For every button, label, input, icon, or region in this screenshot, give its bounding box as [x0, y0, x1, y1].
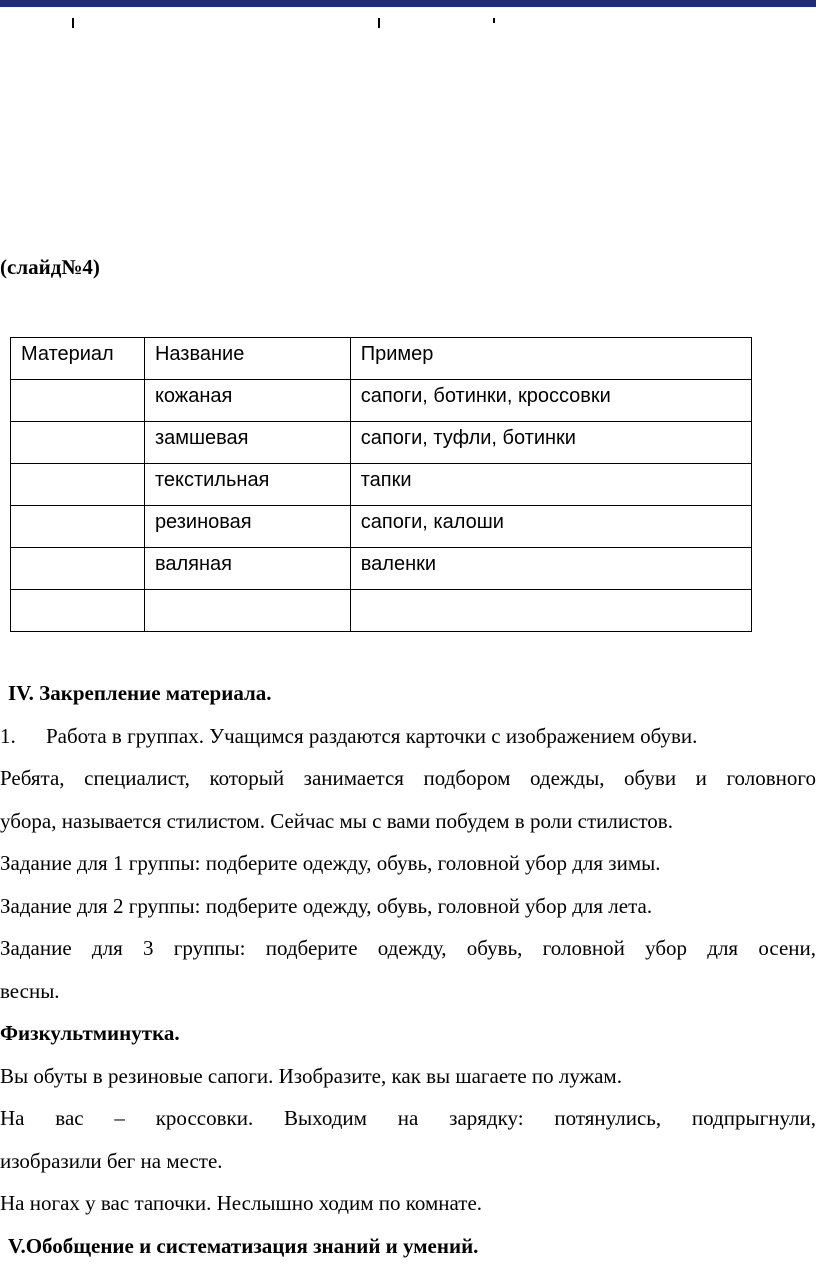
table-cell	[11, 506, 145, 548]
header-cell-example: Пример	[350, 338, 751, 380]
table-cell: кожаная	[144, 380, 350, 422]
text-fragment-mark	[493, 18, 495, 23]
section-heading-v: V.Обобщение и систематизация знаний и умений.	[8, 1233, 479, 1258]
table-cell	[144, 590, 350, 632]
fizkult-heading: Физкультминутка.	[0, 1021, 180, 1045]
table-cell	[11, 380, 145, 422]
table-cell: резиновая	[144, 506, 350, 548]
paragraph-line: убора, называется стилистом. Сейчас мы с вами побудем в роли стилистов.	[0, 808, 673, 833]
table-row	[11, 590, 752, 632]
table-row	[11, 380, 752, 422]
table-cell: валенки	[350, 548, 751, 590]
fizkult-line: На ногах у вас тапочки. Неслышно ходим по комнате.	[0, 1191, 483, 1215]
table-row	[11, 548, 752, 590]
task-group-2: Задание для 2 группы: подберите одежду, обувь, головной убор для лета.	[0, 893, 653, 918]
table-row	[11, 422, 752, 464]
table-cell	[11, 422, 145, 464]
fizkult-line: На вас – кроссовки. Выходим на зарядку: потянулись, подпрыгнули,	[0, 1106, 816, 1130]
table-cell: текстильная	[144, 464, 350, 506]
lesson-text	[0, 672, 816, 1267]
footwear-table	[10, 337, 752, 632]
table-cell: тапки	[350, 464, 751, 506]
text-fragment-mark	[72, 18, 74, 28]
table-cell	[350, 590, 751, 632]
task-group-1: Задание для 1 группы: подберите одежду, обувь, головной убор для зимы.	[0, 851, 661, 875]
section-heading-iv: IV. Закрепление материала.	[8, 681, 272, 705]
table-cell: валяная	[144, 548, 350, 590]
table-cell: сапоги, туфли, ботинки	[350, 422, 751, 464]
table-cell	[11, 464, 145, 506]
fizkult-line: Вы обуты в резиновые сапоги. Изобразите, как вы шагаете по лужам.	[0, 1063, 622, 1088]
list-item-text: Работа в группах. Учащимся раздаются карточки с изображением обуви.	[46, 723, 698, 748]
table-cell: замшевая	[144, 422, 350, 464]
slide-label: (слайд№4)	[0, 255, 100, 279]
table-header-row	[11, 338, 752, 380]
table-cell: сапоги, калоши	[350, 506, 751, 548]
table-cell: сапоги, ботинки, кроссовки	[350, 380, 751, 422]
paragraph-line: Ребята, специалист, который занимается подбором одежды, обуви и головного	[0, 766, 816, 790]
list-number: 1.	[0, 723, 16, 748]
top-border-bar	[0, 0, 816, 7]
cut-off-text-fragments	[0, 18, 816, 32]
table-row	[11, 506, 752, 548]
task-group-3-continued: весны.	[0, 978, 60, 1003]
table-cell	[11, 548, 145, 590]
text-fragment-mark	[378, 18, 380, 28]
header-cell-material: Материал	[11, 338, 145, 380]
header-cell-name: Название	[144, 338, 350, 380]
table-row	[11, 464, 752, 506]
table-cell	[11, 590, 145, 632]
task-group-3: Задание для 3 группы: подберите одежду, обувь, головной убор для осени,	[0, 936, 816, 960]
fizkult-line-continued: изобразили бег на месте.	[0, 1148, 223, 1173]
list-item	[0, 715, 816, 758]
